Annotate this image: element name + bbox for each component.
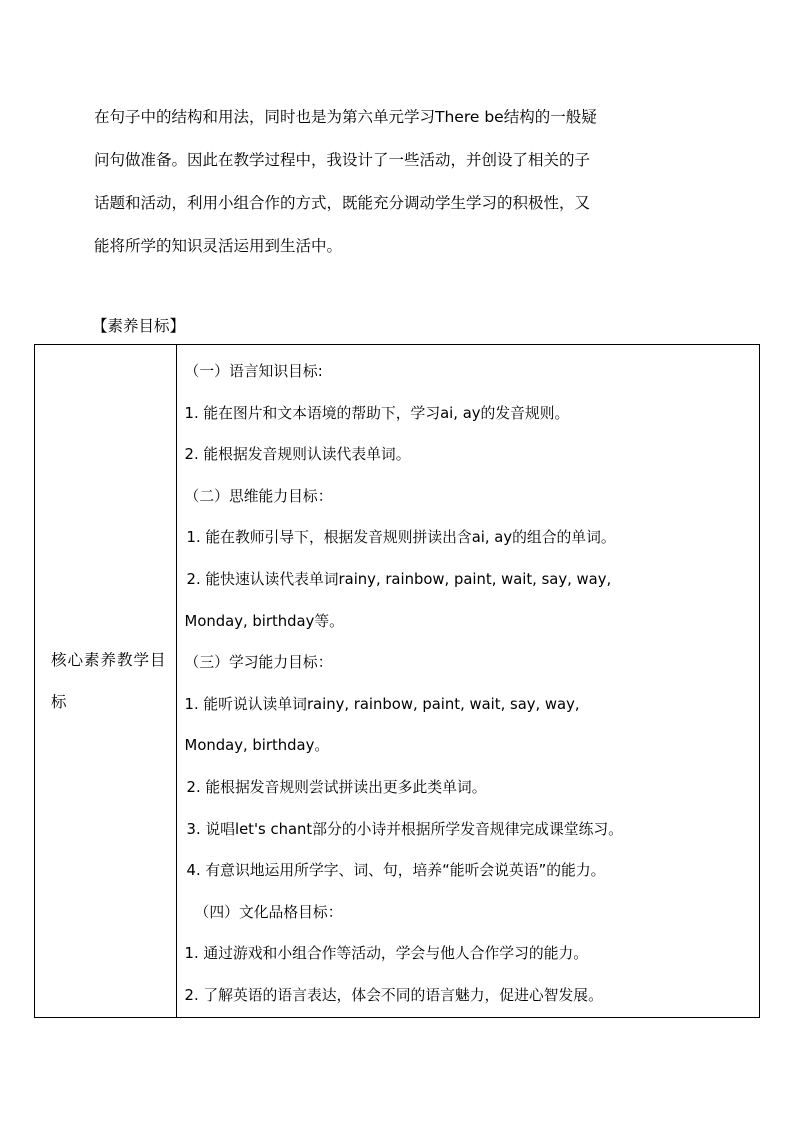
goal-item: 2. 能根据发音规则尝试拼读出更多此类单词。 xyxy=(186,778,487,796)
goals-label-cell xyxy=(35,345,177,1018)
goals-table xyxy=(34,344,760,1018)
intro-line: 话题和活动，利用小组合作的方式，既能充分调动学生学习的积极性，又 xyxy=(94,194,591,212)
goal-heading-learning: （三）学习能力目标： xyxy=(184,654,333,672)
goal-item-continued: Monday, birthday。 xyxy=(184,737,330,755)
goal-item: 1. 能在教师引导下，根据发音规则拼读出含ai, ay的组合的单词。 xyxy=(186,529,616,547)
goal-item: 1. 通过游戏和小组合作等活动，学会与他人合作学习的能力。 xyxy=(184,945,589,963)
section-title: 【素养目标】 xyxy=(92,317,186,335)
goal-heading-language: （一）语言知识目标: xyxy=(184,363,323,380)
goal-item: 1. 能在图片和文本语境的帮助下，学习ai, ay的发音规则。 xyxy=(184,404,570,422)
goal-heading-culture: （四）文化品格目标： xyxy=(194,903,343,921)
intro-line: 能将所学的知识灵活运用到生活中。 xyxy=(94,237,343,255)
goal-item: 4. 有意识地运用所学字、词、句，培养“能听会说英语”的能力。 xyxy=(186,862,606,880)
goals-table-row xyxy=(35,345,760,1018)
goal-heading-thinking: （二）思维能力目标： xyxy=(184,487,333,505)
goal-item: 2. 能快速认读代表单词rainy, rainbow, paint, wait, say, way, xyxy=(186,570,612,588)
goal-item: 1. 能听说认读单词rainy, rainbow, paint, wait, say, way, xyxy=(184,695,580,713)
goal-item-continued: Monday, birthday等。 xyxy=(184,612,344,630)
intro-line: 在句子中的结构和用法，同时也是为第六单元学习There be结构的一般疑 xyxy=(94,108,597,126)
goal-item: 3. 说唱let's chant部分的小诗并根据所学发音规律完成课堂练习。 xyxy=(186,820,623,838)
goals-content xyxy=(177,345,759,1017)
goals-content-cell xyxy=(176,345,759,1018)
goal-item: 2. 了解英语的语言表达，体会不同的语言魅力，促进心智发展。 xyxy=(184,986,603,1004)
goal-item: 2. 能根据发音规则认读代表单词。 xyxy=(184,446,411,464)
intro-paragraph xyxy=(94,96,714,268)
goals-label: 核心素养教学目标 xyxy=(51,650,167,711)
intro-line: 问句做准备。因此在教学过程中，我设计了一些活动，并创设了相关的子 xyxy=(94,151,591,169)
